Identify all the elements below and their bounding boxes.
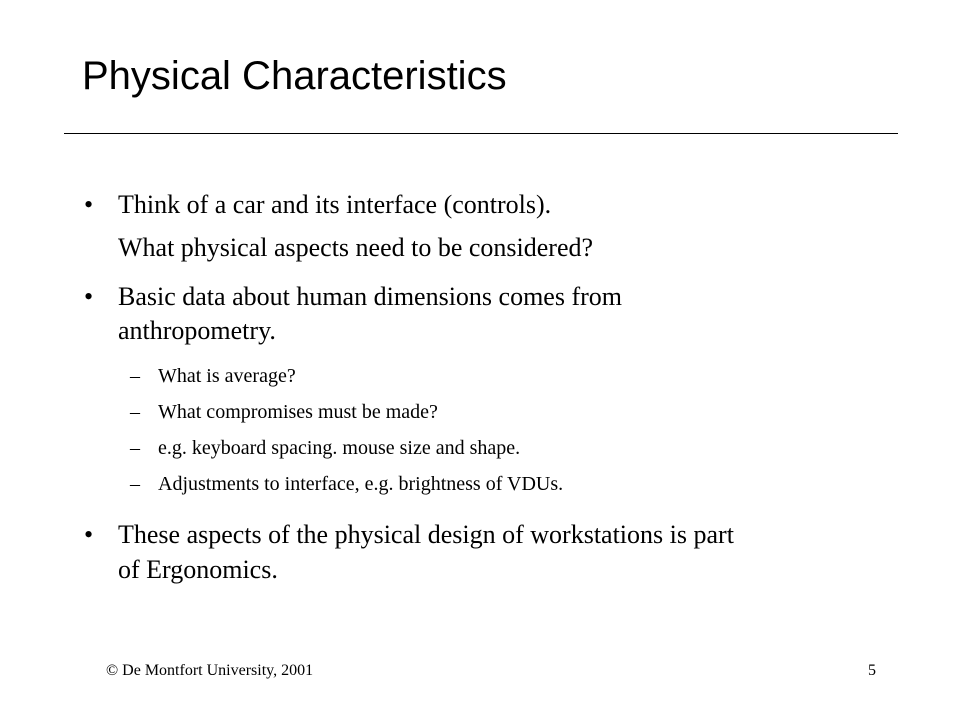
bullet-text: Think of a car and its interface (controls).: [118, 190, 552, 219]
subbullet-marker: –: [130, 437, 140, 459]
bullet-text-continuation: What physical aspects need to be considered?: [118, 233, 594, 262]
footer-copyright: © De Montfort University, 2001: [106, 662, 314, 679]
title-divider: [64, 133, 898, 134]
subbullet-text: e.g. keyboard spacing. mouse size and shape.: [158, 437, 521, 459]
bullet-marker: •: [84, 282, 94, 311]
subbullet-marker: –: [130, 473, 140, 495]
slide-title: Physical Characteristics: [82, 54, 507, 98]
bullet-text: These aspects of the physical design of workstations is part: [118, 520, 734, 549]
bullet-marker: •: [84, 520, 94, 549]
bullet-text-continuation: of Ergonomics.: [118, 555, 278, 584]
subbullet-marker: –: [130, 365, 140, 387]
subbullet-marker: –: [130, 401, 140, 423]
bullet-text-continuation: anthropometry.: [118, 316, 276, 345]
subbullet-text: What compromises must be made?: [158, 401, 438, 423]
bullet-marker: •: [84, 190, 94, 219]
subbullet-text: What is average?: [158, 365, 296, 387]
page-number: 5: [868, 662, 876, 679]
bullet-text: Basic data about human dimensions comes from: [118, 282, 623, 311]
subbullet-text: Adjustments to interface, e.g. brightness of VDUs.: [158, 473, 564, 495]
